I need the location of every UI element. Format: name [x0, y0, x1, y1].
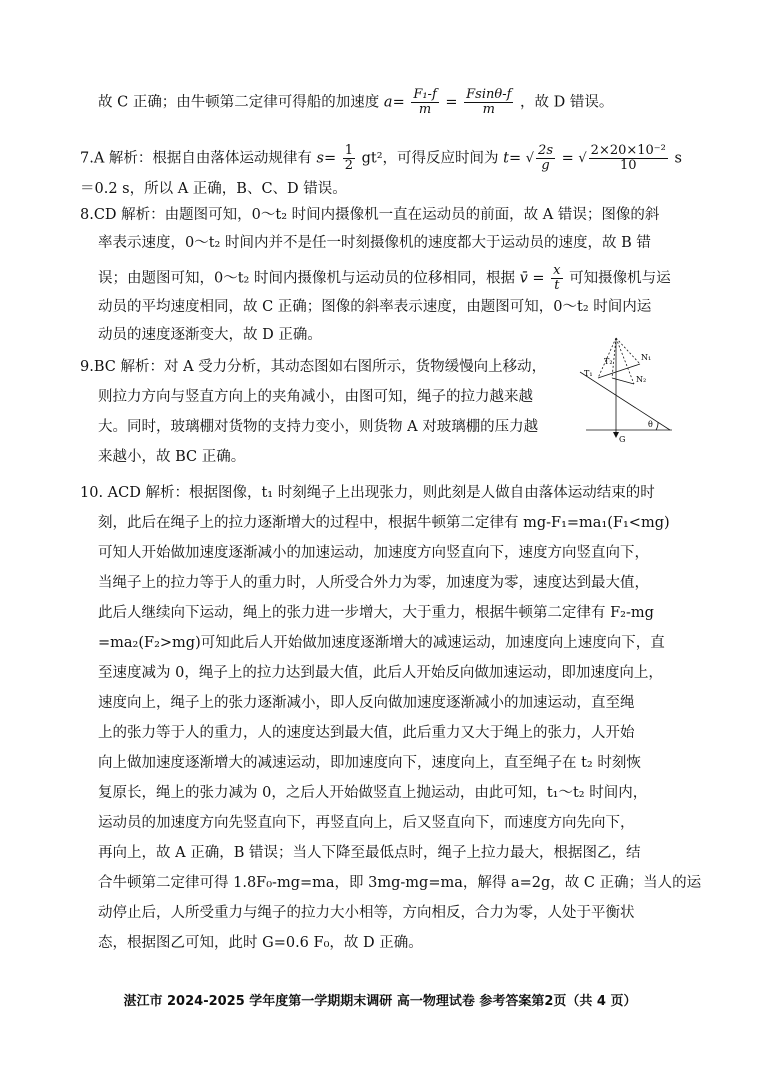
q7-sqrt-1: √ $\frac{2s}{g}$: [525, 143, 553, 173]
q6-equals: =: [445, 94, 458, 111]
q6-fraction-1: [411, 88, 438, 117]
q8-line-1: 8.CD 解析：由题图可知，0～t₂ 时间内摄像机一直在运动员的前面，故 A 错误；图像的斜: [80, 207, 660, 223]
q9-line-3: 大。同时，玻璃棚对货物的支持力变小，则货物 A 对玻璃棚的压力越: [98, 419, 539, 435]
q7-equals: =: [561, 150, 574, 167]
q6-fraction-2: [464, 88, 513, 117]
q10-line-9: 上的张力等于人的重力，人的速度达到最大值，此后重力又大于绳上的张力，人开始: [98, 725, 635, 741]
q7-sqrt-2: √ $\frac{\text{2×20×10⁻²}}{10}$: [578, 143, 666, 173]
q9-line-4: 来越小，故 BC 正确。: [98, 449, 246, 465]
label-g: G: [619, 435, 626, 444]
label-n1: N₁: [641, 353, 652, 362]
q10-line-4: 当绳子上的拉力等于人的重力时，人所受合外力为零，加速度为零，速度达到最大值，: [98, 575, 649, 591]
q8-line-2: 率表示速度，0～t₂ 时间内并不是任一时刻摄像机的速度都大于运动员的速度，故 B 错: [98, 235, 651, 251]
q6-var-a: a=: [383, 94, 405, 111]
q8-vbar: v̄ =: [519, 270, 545, 287]
label-t1: T₁: [584, 369, 593, 378]
q6-frac1-den: m: [418, 102, 432, 117]
resultant-line-2: [612, 378, 634, 384]
q6-text-post: ，故 D 错误。: [520, 94, 614, 111]
q7-half-den: 2: [344, 158, 354, 173]
q7-sq1-num: 2s: [538, 143, 553, 158]
normal-n1: [616, 338, 640, 364]
q8-l3-post: 可知摄像机与运: [569, 270, 671, 287]
q8-line-3: [98, 264, 671, 293]
q9-line-2: 则拉力方向与竖直方向上的夹角减小，由图可知，绳子的拉力越来越: [98, 389, 533, 405]
q7-gt: gt²，可得反应时间为: [361, 150, 499, 167]
normal-n2: [616, 338, 634, 384]
q7-s: s=: [316, 150, 337, 167]
q7-unit: s: [674, 150, 682, 167]
label-theta: θ: [648, 420, 653, 429]
q8-fraction: [551, 264, 562, 293]
q10-line-11: 复原长，绳上的张力减为 0，之后人开始做竖直上抛运动，由此可知，t₁～t₂ 时间内，: [98, 785, 648, 801]
q7-sq2-den: 10: [620, 158, 637, 173]
q7-sq2-num: 2×20×10⁻²: [590, 143, 666, 158]
q6-frac2-num: Fsinθ-f: [466, 87, 512, 102]
q10-line-12: 运动员的加速度方向先竖直向下，再竖直向上，后又竖直向下，而速度方向先向下，: [98, 815, 635, 831]
q7-t: t=: [503, 150, 522, 167]
q10-line-16: 态，根据图乙可知，此时 G=0.6 F₀，故 D 正确。: [98, 935, 423, 951]
label-t2: T₂: [604, 357, 613, 366]
q9-line-1: 9.BC 解析：对 A 受力分析，其动态图如右图所示，货物缓慢向上移动，: [80, 359, 547, 375]
q10-line-10: 向上做加速度逐渐增大的减速运动，即加速度向下，速度向上，直至绳子在 t₂ 时刻恢: [98, 755, 641, 771]
label-n2: N₂: [636, 375, 647, 384]
q7-line-1: [80, 144, 682, 173]
q8-line-5: 动员的速度逐渐变大，故 D 正确。: [98, 327, 322, 343]
q8-l3-pre: 误；由题图可知，0～t₂ 时间内摄像机与运动员的位移相同，根据: [98, 270, 515, 287]
q10-line-2: 刻，此后在绳子上的拉力逐渐增大的过程中，根据牛顿第二定律有 mg-F₁=ma₁(F₁<mg): [98, 515, 670, 531]
page-footer: 湛江市 2024-2025 学年度第一学期期末调研 高一物理试卷 参考答案第2页（共 4 页）: [123, 994, 637, 1009]
q10-line-1: 10. ACD 解析：根据图像，t₁ 时刻绳子上出现张力，则此刻是人做自由落体运动结束的时: [80, 485, 655, 501]
q10-line-15: 动停止后，人所受重力与绳子的拉力大小相等，方向相反，合力为零，人处于平衡状: [98, 905, 635, 921]
q10-line-3: 可知人开始做加速度逐渐减小的加速运动，加速度方向竖直向下，速度方向竖直向下，: [98, 545, 649, 561]
q10-line-6: =ma₂(F₂>mg)可知此后人开始做加速度逐渐增大的减速运动，加速度向上速度向下，直: [98, 635, 665, 651]
q7-sq1-den: g: [541, 158, 550, 173]
q6-frac1-num: F₁-f: [413, 87, 437, 102]
q10-line-7: 至速度减为 0，绳子上的拉力达到最大值，此后人开始反向做加速运动，即加速度向上，: [98, 665, 663, 681]
q8-line-4: 动员的平均速度相同，故 C 正确；图像的斜率表示速度，由题图可知，0～t₂ 时间内运: [98, 299, 652, 315]
q8-frac-num: x: [553, 263, 561, 278]
incline-line: [580, 372, 670, 430]
force-diagram: [578, 334, 678, 444]
q10-line-14: 合牛顿第二定律可得 1.8F₀-mg=ma，即 3mg-mg=ma，解得 a=2g，故 C 正确；当人的运: [98, 875, 702, 891]
q10-line-8: 速度向上，绳子上的张力逐渐减小，即人反向做加速度逐渐减小的加速运动，直至绳: [98, 695, 635, 711]
q6-conclusion-line: [98, 88, 613, 117]
q6-text-pre: 故 C 正确；由牛顿第二定律可得船的加速度: [98, 94, 380, 111]
q7-half-num: 1: [344, 143, 354, 158]
q7-line-2: ＝0.2 s，所以 A 正确，B、C、D 错误。: [80, 181, 347, 197]
theta-arc: [656, 422, 658, 430]
resultant-line: [598, 364, 640, 378]
q6-frac2-den: m: [482, 102, 495, 117]
q7-head: 7.A 解析：根据自由落体运动规律有: [80, 150, 312, 167]
q10-line-13: 再向上，故 A 正确，B 错误；当人下降至最低点时，绳子上拉力最大，根据图乙，结: [98, 845, 641, 861]
q8-frac-den: t: [554, 278, 560, 293]
q10-line-5: 此后人继续向下运动，绳上的张力进一步增大，大于重力，根据牛顿第二定律有 F₂-mg: [98, 605, 654, 621]
q7-half: [343, 144, 355, 173]
